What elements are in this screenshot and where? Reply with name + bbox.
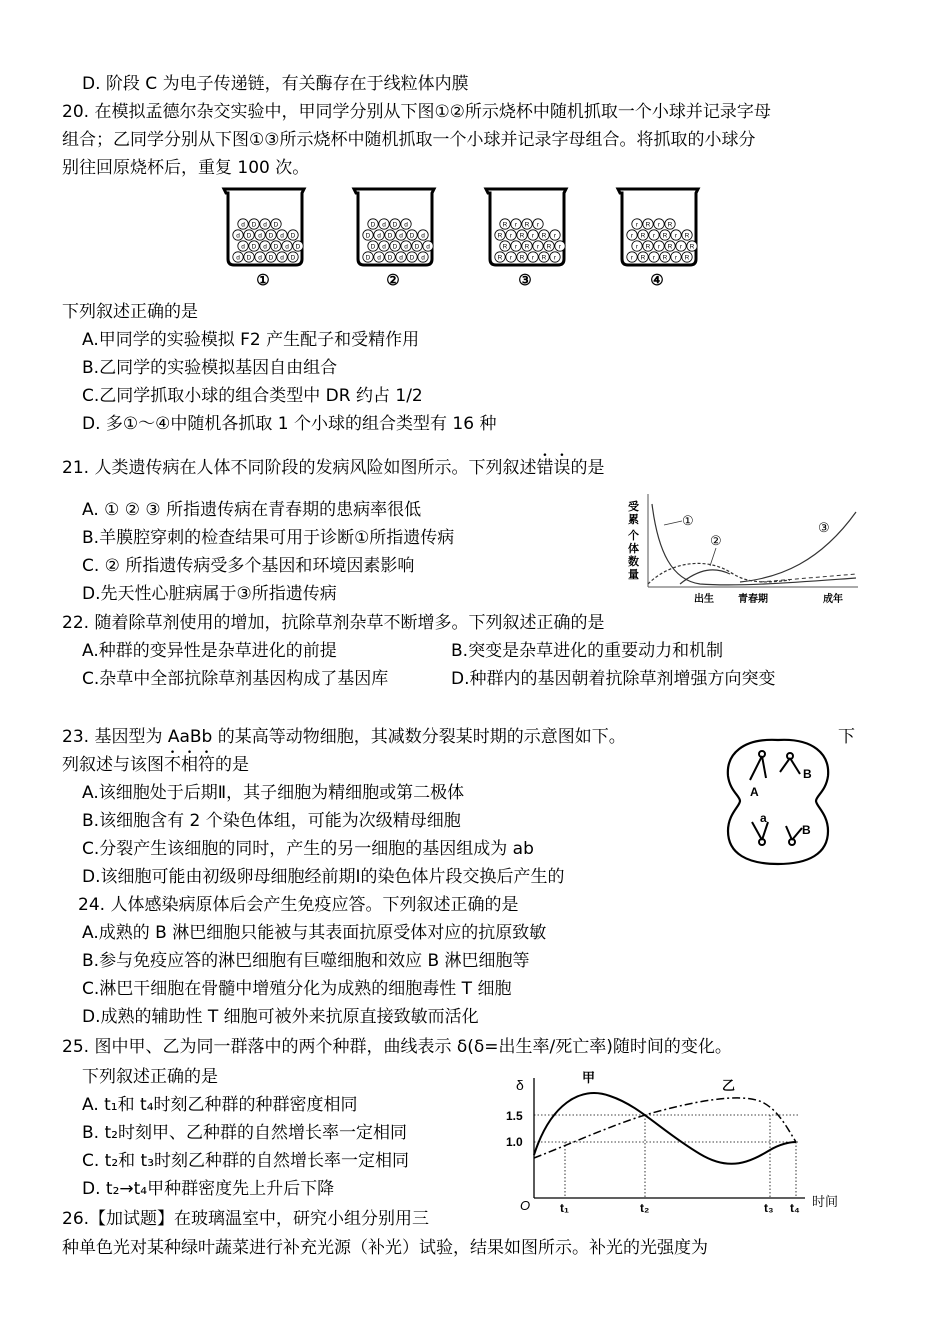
q23-emph-2: 相 (181, 755, 198, 775)
ball-letter: d (377, 232, 381, 240)
ball-letter: R (497, 232, 503, 240)
q22-option-a: A.种群的变异性是杂草进化的前提 (82, 641, 337, 661)
ball-letter: R (497, 254, 503, 262)
ball-letter: r (558, 243, 562, 251)
ball-letter: d (421, 254, 425, 262)
q23-gene-label: B (803, 767, 812, 781)
ball-letter: R (684, 232, 690, 240)
ball-letter: d (426, 243, 430, 251)
ball-letter: D (365, 254, 371, 262)
ball-letter: d (236, 232, 240, 240)
q21-curve-3 (740, 512, 856, 582)
q20-option-c: C.乙同学抓取小球的组合类型中 DR 约占 1/2 (82, 386, 423, 406)
ball-letter: d (382, 243, 386, 251)
ball-letter: r (553, 232, 557, 240)
beaker-label: ④ (650, 272, 664, 289)
ball-letter: r (531, 232, 535, 240)
ball-letter: R (519, 254, 525, 262)
beaker (618, 189, 698, 289)
q25-origin: O (520, 1198, 531, 1213)
q20-option-b: B.乙同学的实验模拟基因自由组合 (82, 358, 338, 378)
q21-emph-1: 错 (536, 458, 554, 478)
q25-curve-jia (534, 1093, 796, 1164)
ball-letter: r (657, 243, 661, 251)
q20-lead: 下列叙述正确的是 (62, 302, 198, 322)
ball-letter: D (268, 254, 274, 262)
ball-letter: d (285, 243, 289, 251)
q25-option-b: B. t₂时刻甲、乙种群的自然增长率一定相同 (82, 1123, 407, 1143)
ball-letter: d (241, 243, 245, 251)
q25-xtick-t3: t₃ (764, 1201, 774, 1215)
q21-xlabel-puberty: 青春期 (738, 594, 768, 605)
ball-letter: d (263, 243, 267, 251)
q25-option-a: A. t₁和 t₄时刻乙种群的种群密度相同 (82, 1095, 358, 1115)
q25-series-yi: 乙 (722, 1078, 736, 1093)
ball-letter: r (531, 254, 535, 262)
q21-stem-pre: 21. 人类遗传病在人体不同阶段的发病风险如图所示。下列叙述 (62, 458, 537, 478)
q25-option-c: C. t₂和 t₃时刻乙种群的自然增长率一定相同 (82, 1151, 410, 1171)
q23-cell-diagram (718, 736, 838, 866)
ball-letter: R (689, 243, 695, 251)
q25-xtick-t4: t₄ (790, 1201, 800, 1215)
q23-option-b: B.该细胞含有 2 个染色体组，可能为次级精母细胞 (82, 811, 461, 831)
q25-ylabel: δ (516, 1077, 524, 1093)
ball-letter: r (514, 221, 518, 229)
q21-ylabel-char: 量 (628, 569, 639, 581)
ball-letter: r (630, 254, 634, 262)
beaker (354, 189, 434, 289)
q23-emph-1: 不 (164, 755, 181, 775)
q21-ylabel-char: 累 (628, 514, 639, 526)
ball-letter: r (679, 243, 683, 251)
q20-stem-line1: 20. 在模拟孟德尔杂交实验中，甲同学分别从下图①②所示烧杯中随机抓取一个小球并记录字母 (62, 102, 771, 122)
ball-letter: d (399, 254, 403, 262)
q21-emph-2: 误 (553, 458, 571, 478)
ball-letter: R (541, 232, 547, 240)
q25-xlabel: 时间 (812, 1194, 839, 1209)
ball-letter: d (236, 254, 240, 262)
q24-option-b: B.参与免疫应答的淋巴细胞有巨噬细胞和效应 B 淋巴细胞等 (82, 951, 530, 971)
q21-curve-label-2: ② (710, 533, 722, 548)
q25-xtick-t2: t₂ (640, 1201, 650, 1215)
ball-letter: d (382, 221, 386, 229)
ball-letter: r (652, 232, 656, 240)
q23-chromosome (786, 826, 802, 840)
q20-stem-line3: 别往回原烧杯后，重复 100 次。 (62, 158, 310, 178)
ball-letter: D (295, 243, 301, 251)
ball-letter: R (662, 254, 668, 262)
ball-letter: D (290, 232, 296, 240)
q23-chromosome (750, 756, 766, 780)
ball-letter: D (414, 243, 420, 251)
q21-ylabel-char: 体 (628, 543, 639, 555)
ball-letter: d (258, 232, 262, 240)
q21-curve-2b (680, 570, 730, 584)
ball-letter: r (635, 221, 639, 229)
q23-chromosome (780, 758, 800, 774)
ball-letter: R (684, 254, 690, 262)
ball-letter: R (546, 243, 552, 251)
q25-xtick-t1: t₁ (560, 1201, 569, 1215)
ball-letter: d (404, 221, 408, 229)
q23-gene-label: a (760, 811, 767, 825)
ball-letter: R (502, 243, 508, 251)
ball-letter: R (662, 232, 668, 240)
ball-letter: D (392, 221, 398, 229)
ball-letter: D (290, 254, 296, 262)
q21-stem-post: 的是 (570, 458, 605, 478)
q23-option-c: C.分裂产生该细胞的同时，产生的另一细胞的基因组成为 ab (82, 839, 534, 859)
ball-letter: d (258, 254, 262, 262)
q25-stem: 25. 图中甲、乙为同一群落中的两个种群，曲线表示 δ(δ=出生率/死亡率)随时间的变化。 (62, 1037, 732, 1057)
ball-letter: R (640, 254, 646, 262)
q19-option-d: D. 阶段 C 为电子传递链，有关酶存在于线粒体内膜 (82, 74, 469, 94)
ball-letter: r (657, 221, 661, 229)
q26-line1: 26.【加试题】在玻璃温室中，研究小组分别用三 (62, 1209, 430, 1229)
ball-letter: D (409, 254, 415, 262)
q23-option-d: D.该细胞可能由初级卵母细胞经前期Ⅰ的染色体片段交换后产生的 (82, 867, 565, 887)
ball-letter: d (280, 232, 284, 240)
ball-letter: D (365, 232, 371, 240)
q21-xlabel-adult: 成年 (823, 594, 843, 605)
ball-letter: r (509, 254, 513, 262)
beakers-figure (218, 183, 708, 291)
q23-cell-membrane (728, 740, 828, 864)
ball-letter: d (377, 254, 381, 262)
q21-curve-label-3: ③ (818, 520, 830, 535)
q21-stem (62, 457, 604, 479)
q24-option-c: C.淋巴干细胞在骨髓中增殖分化为成熟的细胞毒性 T 细胞 (82, 979, 512, 999)
beaker (486, 189, 566, 289)
q25-ytick-1-0: 1.0 (506, 1135, 523, 1149)
ball-letter: R (524, 243, 530, 251)
q22-option-d: D.种群内的基因朝着抗除草剂增强方向突变 (451, 669, 776, 689)
ball-letter: r (536, 221, 540, 229)
ball-letter: D (409, 232, 415, 240)
q21-xlabel-birth: 出生 (694, 594, 714, 605)
ball-letter: D (251, 221, 257, 229)
ball-letter: R (645, 243, 651, 251)
ball-letter: D (246, 232, 252, 240)
q23-centromere (787, 753, 793, 759)
q21-option-a: A. ① ② ③ 所指遗传病在青春期的患病率很低 (82, 500, 422, 520)
q22-stem: 22. 随着除草剂使用的增加，抗除草剂杂草不断增多。下列叙述正确的是 (62, 613, 605, 633)
q21-option-d: D.先天性心脏病属于③所指遗传病 (82, 584, 337, 604)
q23-stem2-pre: 列叙述与该图 (62, 755, 164, 775)
q24-stem: 24. 人体感染病原体后会产生免疫应答。下列叙述正确的是 (78, 895, 519, 915)
q25-chart (500, 1070, 850, 1215)
ball-letter: R (645, 221, 651, 229)
q23-stem-tail: 下 (838, 727, 855, 747)
q21-chart (620, 492, 865, 610)
ball-letter: d (421, 232, 425, 240)
ball-letter: D (268, 232, 274, 240)
ball-letter: D (387, 254, 393, 262)
q23-centromere (759, 839, 765, 845)
ball-letter: D (246, 254, 252, 262)
q21-option-c: C. ② 所指遗传病受多个基因和环境因素影响 (82, 556, 415, 576)
q20-stem-line2: 组合；乙同学分别从下图①③所示烧杯中随机抓取一个小球并记录字母组合。将抓取的小球分 (62, 130, 756, 150)
q23-gene-label: A (750, 785, 759, 799)
ball-letter: r (674, 254, 678, 262)
q21-ylabel-char: 数 (628, 556, 639, 568)
ball-letter: r (630, 232, 634, 240)
q23-stem-line1: 23. 基因型为 AaBb 的某高等动物细胞，其减数分裂某时期的示意图如下。 (62, 727, 626, 747)
ball-letter: r (652, 254, 656, 262)
ball-letter: R (502, 221, 508, 229)
q22-option-b: B.突变是杂草进化的重要动力和机制 (451, 641, 724, 661)
ball-letter: r (674, 232, 678, 240)
q20-option-a: A.甲同学的实验模拟 F2 产生配子和受精作用 (82, 330, 420, 350)
ball-letter: R (541, 254, 547, 262)
q21-option-b: B.羊膜腔穿刺的检查结果可用于诊断①所指遗传病 (82, 528, 455, 548)
ball-letter: d (241, 221, 245, 229)
ball-letter: D (392, 243, 398, 251)
q24-option-d: D.成熟的辅助性 T 细胞可被外来抗原直接致敏而活化 (82, 1007, 479, 1027)
q26-line2: 种单色光对某种绿叶蔬菜进行补充光源（补光）试验，结果如图所示。补光的光强度为 (62, 1238, 708, 1258)
ball-letter: r (514, 243, 518, 251)
q21-curve-label-1: ① (682, 513, 694, 528)
beaker-label: ② (386, 272, 400, 289)
q23-centromere (789, 839, 795, 845)
ball-letter: r (553, 254, 557, 262)
q21-ylabel-char: 受 (628, 501, 639, 513)
ball-letter: D (387, 232, 393, 240)
q24-option-a: A.成熟的 B 淋巴细胞只能被与其表面抗原受体对应的抗原致敏 (82, 923, 547, 943)
ball-letter: R (519, 232, 525, 240)
q21-leader-2 (710, 548, 716, 566)
ball-letter: r (536, 243, 540, 251)
q21-ylabel-char: 个 (628, 530, 639, 542)
beaker-label: ① (256, 272, 270, 289)
q21-leader-1 (664, 521, 682, 525)
beaker (224, 189, 304, 289)
q25-curve-yi (534, 1098, 796, 1158)
ball-letter: D (370, 221, 376, 229)
q23-stem2-post: 的是 (215, 755, 249, 775)
q25-lead: 下列叙述正确的是 (82, 1067, 218, 1087)
ball-letter: D (273, 221, 279, 229)
ball-letter: D (273, 243, 279, 251)
ball-letter: R (524, 221, 530, 229)
ball-letter: R (667, 243, 673, 251)
q22-option-c: C.杂草中全部抗除草剂基因构成了基因库 (82, 669, 389, 689)
q23-emph-3: 符 (198, 755, 215, 775)
q20-option-d: D. 多①～④中随机各抓取 1 个小球的组合类型有 16 种 (82, 414, 497, 434)
beaker-label: ③ (518, 272, 532, 289)
ball-letter: r (509, 232, 513, 240)
ball-letter: d (280, 254, 284, 262)
q25-ytick-1-5: 1.5 (506, 1109, 523, 1123)
q23-stem-line2 (62, 754, 249, 776)
ball-letter: d (404, 243, 408, 251)
ball-letter: D (251, 243, 257, 251)
ball-letter: R (667, 221, 673, 229)
ball-letter: d (399, 232, 403, 240)
ball-letter: d (263, 221, 267, 229)
q25-option-d: D. t₂→t₄甲种群密度先上升后下降 (82, 1179, 335, 1199)
q23-gene-label: B (802, 823, 811, 837)
ball-letter: D (370, 243, 376, 251)
q23-option-a: A.该细胞处于后期Ⅱ，其子细胞为精细胞或第二极体 (82, 783, 465, 803)
ball-letter: r (635, 243, 639, 251)
ball-letter: R (640, 232, 646, 240)
q23-centromere (759, 751, 765, 757)
q25-series-jia: 甲 (582, 1070, 596, 1085)
